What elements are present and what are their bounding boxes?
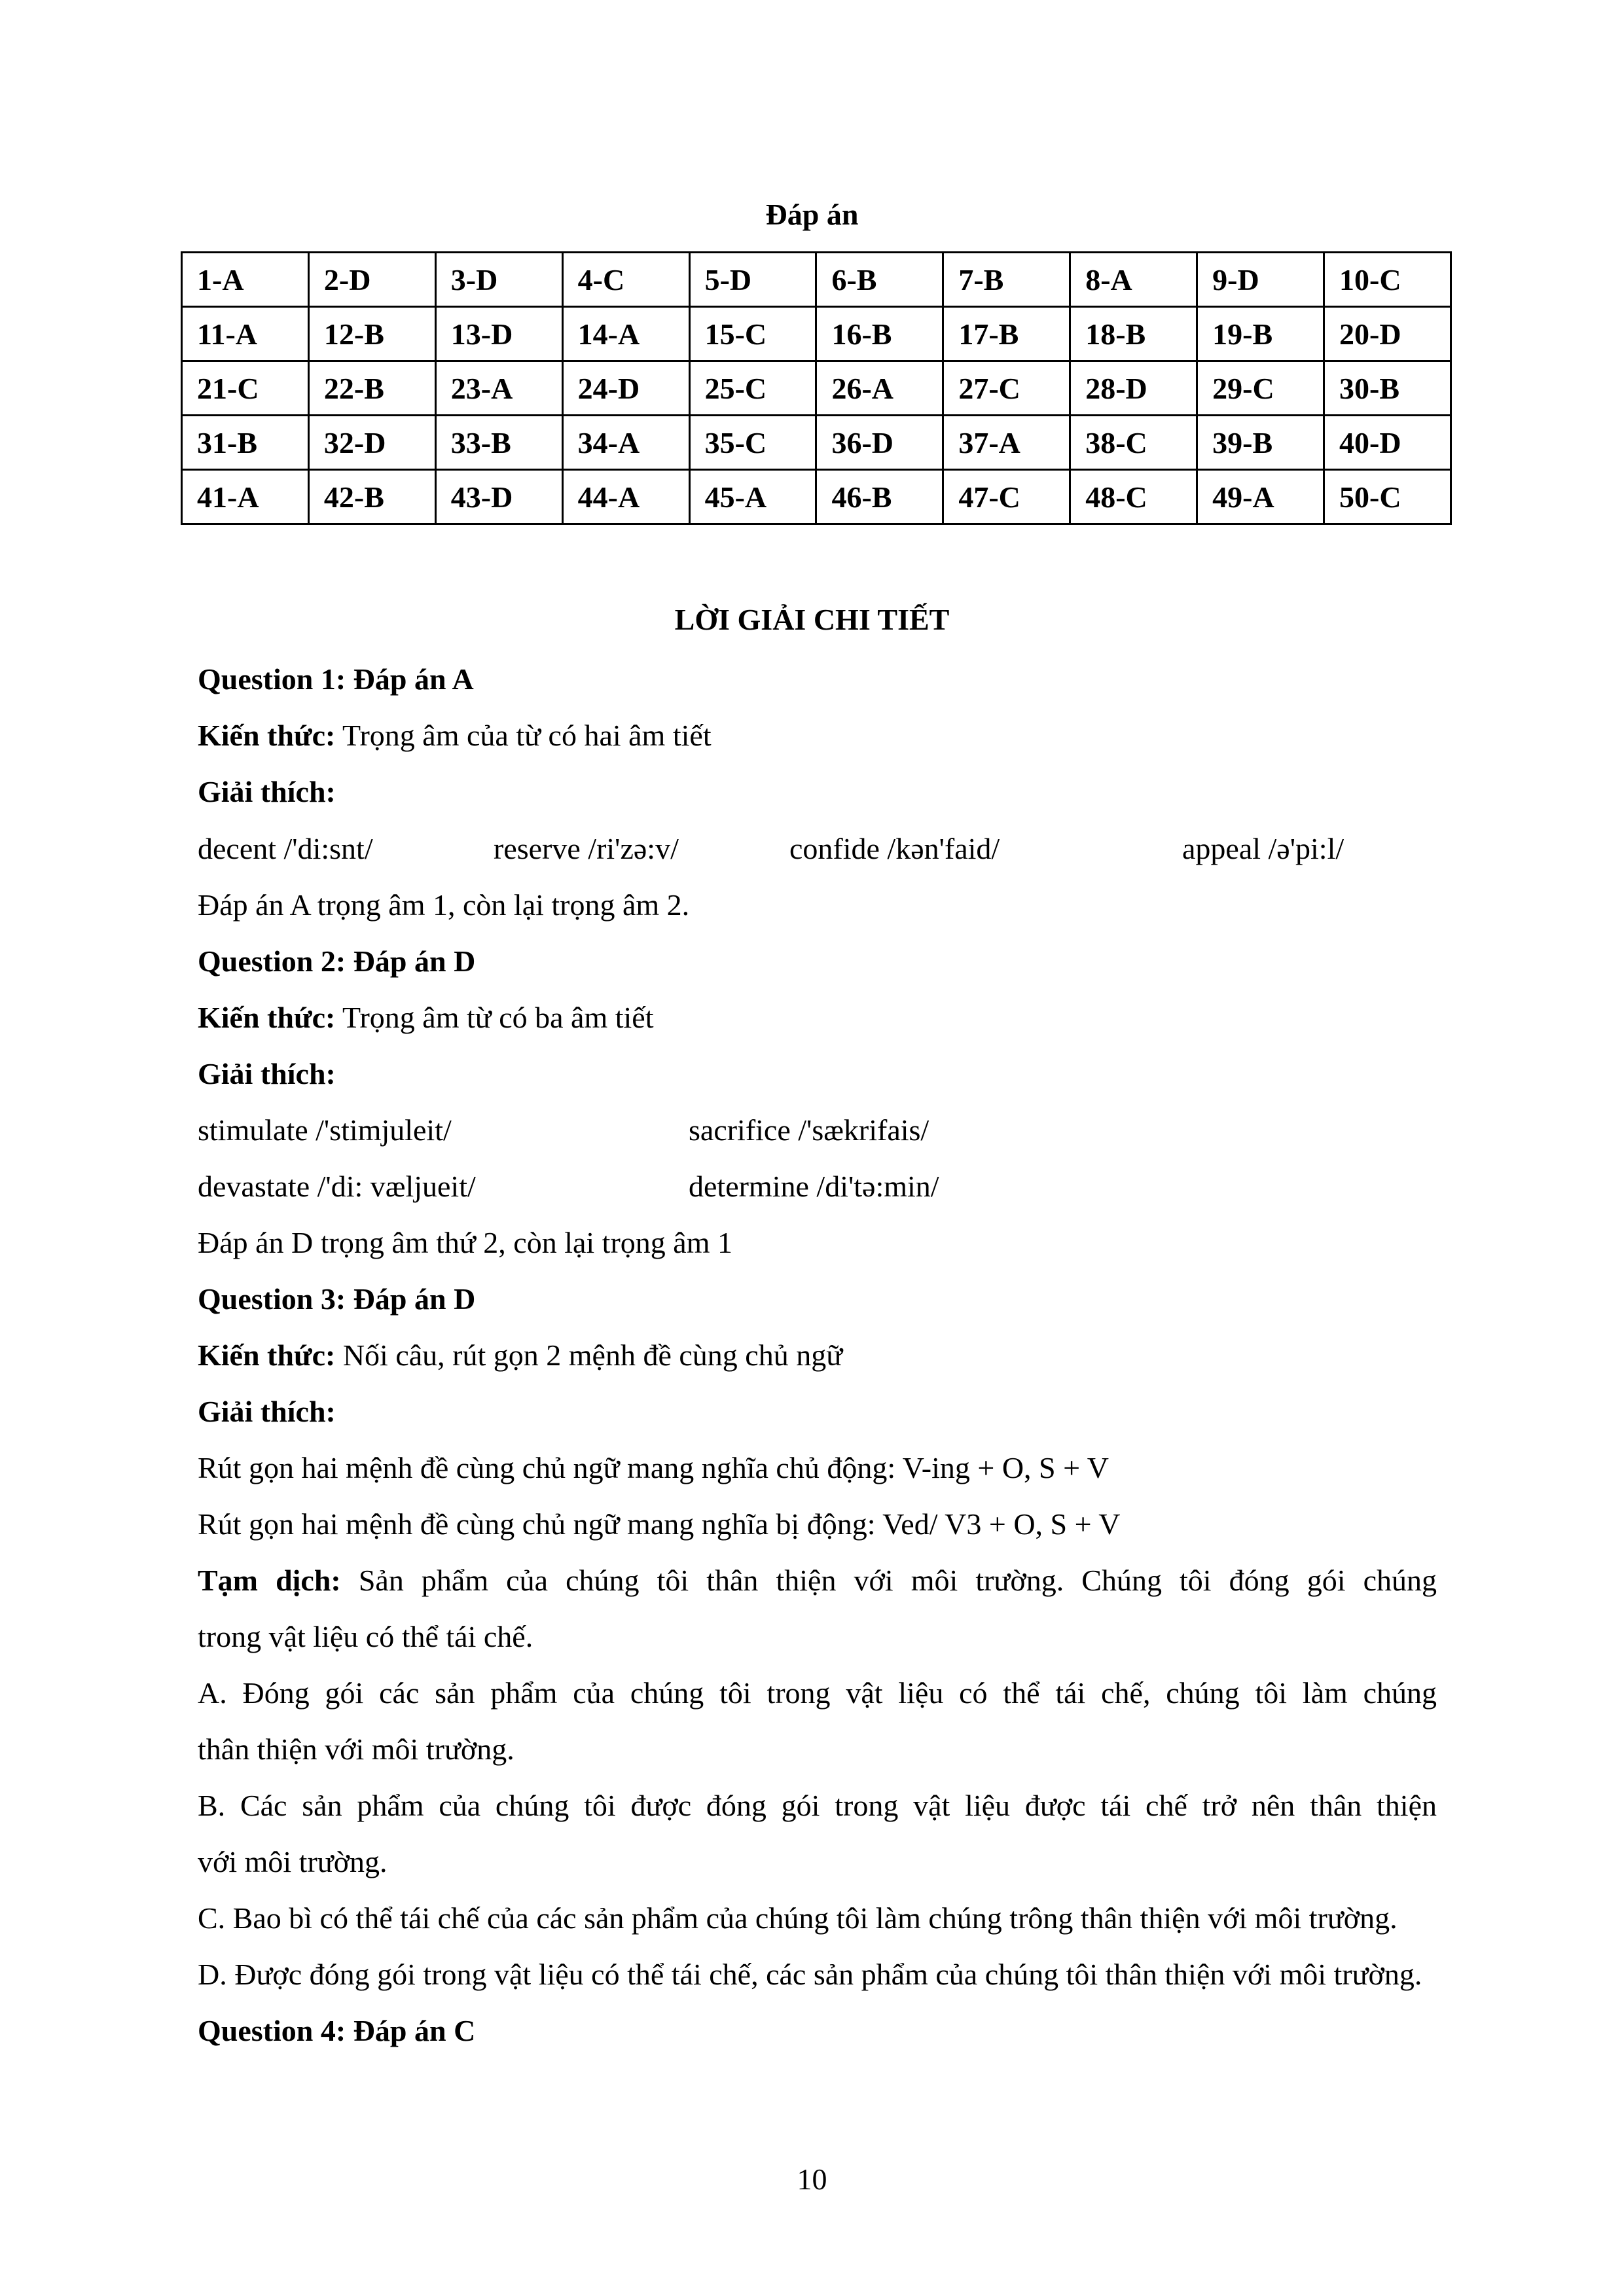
answer-cell: 10-C [1324,253,1451,307]
answer-cell: 7-B [943,253,1070,307]
q3-tamdich-2: trong vật liệu có thể tái chế. [198,1620,533,1653]
page-number: 10 [797,2162,827,2196]
answer-row [182,361,1451,416]
q2-conclusion: Đáp án D trọng âm thứ 2, còn lại trọng âm 1 [198,1226,732,1259]
q3-rule-passive: Rút gọn hai mệnh đề cùng chủ ngữ mang nghĩa bị động: Ved/ V3 + O, S + V [198,1507,1121,1541]
answer-row [182,470,1451,524]
answer-cell: 24-D [562,361,689,416]
q2-giaithich-label: Giải thích: [198,1057,336,1090]
answer-cell: 27-C [943,361,1070,416]
answer-cell: 31-B [182,416,309,470]
q3-title: Question 3: Đáp án D [198,1282,476,1316]
answer-cell: 47-C [943,470,1070,524]
q3-option-a-1: A. Đóng gói các sản phẩm của chúng tôi trong vật liệu có thể tái chế, chúng tôi làm chúng [198,1676,1437,1710]
answer-cell: 46-B [816,470,943,524]
answer-cell: 38-C [1070,416,1197,470]
answer-cell: 18-B [1070,307,1197,361]
q1-word-c: confide /kən'faid/ [789,832,1000,865]
q1-giaithich-label: Giải thích: [198,775,336,808]
q1-word-a: decent /'di:snt/ [198,832,373,865]
answer-cell: 33-B [435,416,562,470]
kienthuc-label: Kiến thức: [198,1338,336,1372]
q1-kienthuc [198,716,712,755]
answer-cell: 30-B [1324,361,1451,416]
answer-cell: 16-B [816,307,943,361]
answer-cell: 19-B [1197,307,1324,361]
answer-cell: 11-A [182,307,309,361]
answer-cell: 23-A [435,361,562,416]
answer-cell: 17-B [943,307,1070,361]
q2-word-b: sacrifice /'sækrifais/ [689,1113,929,1147]
kienthuc-label: Kiến thức: [198,719,336,752]
q3-option-a-2: thân thiện với môi trường. [198,1732,514,1766]
q3-option-b-2: với môi trường. [198,1845,388,1878]
answer-cell: 20-D [1324,307,1451,361]
answer-cell: 35-C [689,416,816,470]
answer-cell: 44-A [562,470,689,524]
q2-title: Question 2: Đáp án D [198,944,476,978]
answer-cell: 42-B [308,470,435,524]
q1-kienthuc-text: Trọng âm của từ có hai âm tiết [335,719,712,752]
answer-cell: 32-D [308,416,435,470]
q1-conclusion: Đáp án A trọng âm 1, còn lại trọng âm 2. [198,888,690,922]
q2-kienthuc-text: Trọng âm từ có ba âm tiết [335,1001,654,1034]
answer-row [182,253,1451,307]
answer-cell: 45-A [689,470,816,524]
answer-cell: 12-B [308,307,435,361]
answer-cell: 41-A [182,470,309,524]
answer-cell: 14-A [562,307,689,361]
answer-cell: 8-A [1070,253,1197,307]
answer-cell: 40-D [1324,416,1451,470]
answer-cell: 5-D [689,253,816,307]
answer-key-table [181,251,1452,525]
detailed-solutions-heading: LỜI GIẢI CHI TIẾT [674,603,950,636]
answer-cell: 37-A [943,416,1070,470]
answer-cell: 21-C [182,361,309,416]
q3-rule-active: Rút gọn hai mệnh đề cùng chủ ngữ mang nghĩa chủ động: V-ing + O, S + V [198,1451,1109,1484]
q3-tamdich-1 [198,1561,1437,1600]
q1-word-d: appeal /ə'pi:l/ [1182,832,1344,865]
q2-word-c: devastate /'di: væljueit/ [198,1170,476,1203]
answer-cell: 43-D [435,470,562,524]
answer-cell: 25-C [689,361,816,416]
answer-cell: 15-C [689,307,816,361]
q3-giaithich-label: Giải thích: [198,1395,336,1428]
q1-title: Question 1: Đáp án A [198,662,474,696]
answer-cell: 3-D [435,253,562,307]
answer-row [182,416,1451,470]
tamdich-label: Tạm dịch: [198,1564,341,1597]
q2-kienthuc [198,998,653,1037]
q3-option-d: D. Được đóng gói trong vật liệu có thể tái chế, các sản phẩm của chúng tôi thân thiện với môi trường. [198,1958,1422,1991]
answer-cell: 9-D [1197,253,1324,307]
q3-kienthuc-text: Nối câu, rút gọn 2 mệnh đề cùng chủ ngữ [335,1338,843,1372]
answer-cell: 26-A [816,361,943,416]
answer-cell: 6-B [816,253,943,307]
answer-cell: 29-C [1197,361,1324,416]
answer-key-title: Đáp án [765,198,859,231]
answer-row [182,307,1451,361]
q3-option-b-1: B. Các sản phẩm của chúng tôi được đóng gói trong vật liệu được tái chế trở nên thân thiện [198,1789,1437,1822]
answer-cell: 13-D [435,307,562,361]
q4-title: Question 4: Đáp án C [198,2014,476,2047]
answer-cell: 28-D [1070,361,1197,416]
answer-cell: 49-A [1197,470,1324,524]
answer-cell: 39-B [1197,416,1324,470]
answer-cell: 34-A [562,416,689,470]
q3-kienthuc [198,1336,842,1375]
q3-tamdich-text: Sản phẩm của chúng tôi thân thiện với môi trường. Chúng tôi đóng gói chúng [340,1564,1437,1597]
answer-cell: 2-D [308,253,435,307]
answer-cell: 1-A [182,253,309,307]
answer-cell: 50-C [1324,470,1451,524]
answer-cell: 4-C [562,253,689,307]
q3-option-c: C. Bao bì có thể tái chế của các sản phẩm của chúng tôi làm chúng trông thân thiện với môi trường. [198,1901,1398,1935]
q1-word-b: reserve /ri'zə:v/ [494,832,679,865]
answer-cell: 48-C [1070,470,1197,524]
q2-word-a: stimulate /'stimjuleit/ [198,1113,452,1147]
kienthuc-label: Kiến thức: [198,1001,336,1034]
q2-word-d: determine /di'tə:min/ [689,1170,939,1203]
answer-cell: 22-B [308,361,435,416]
answer-cell: 36-D [816,416,943,470]
